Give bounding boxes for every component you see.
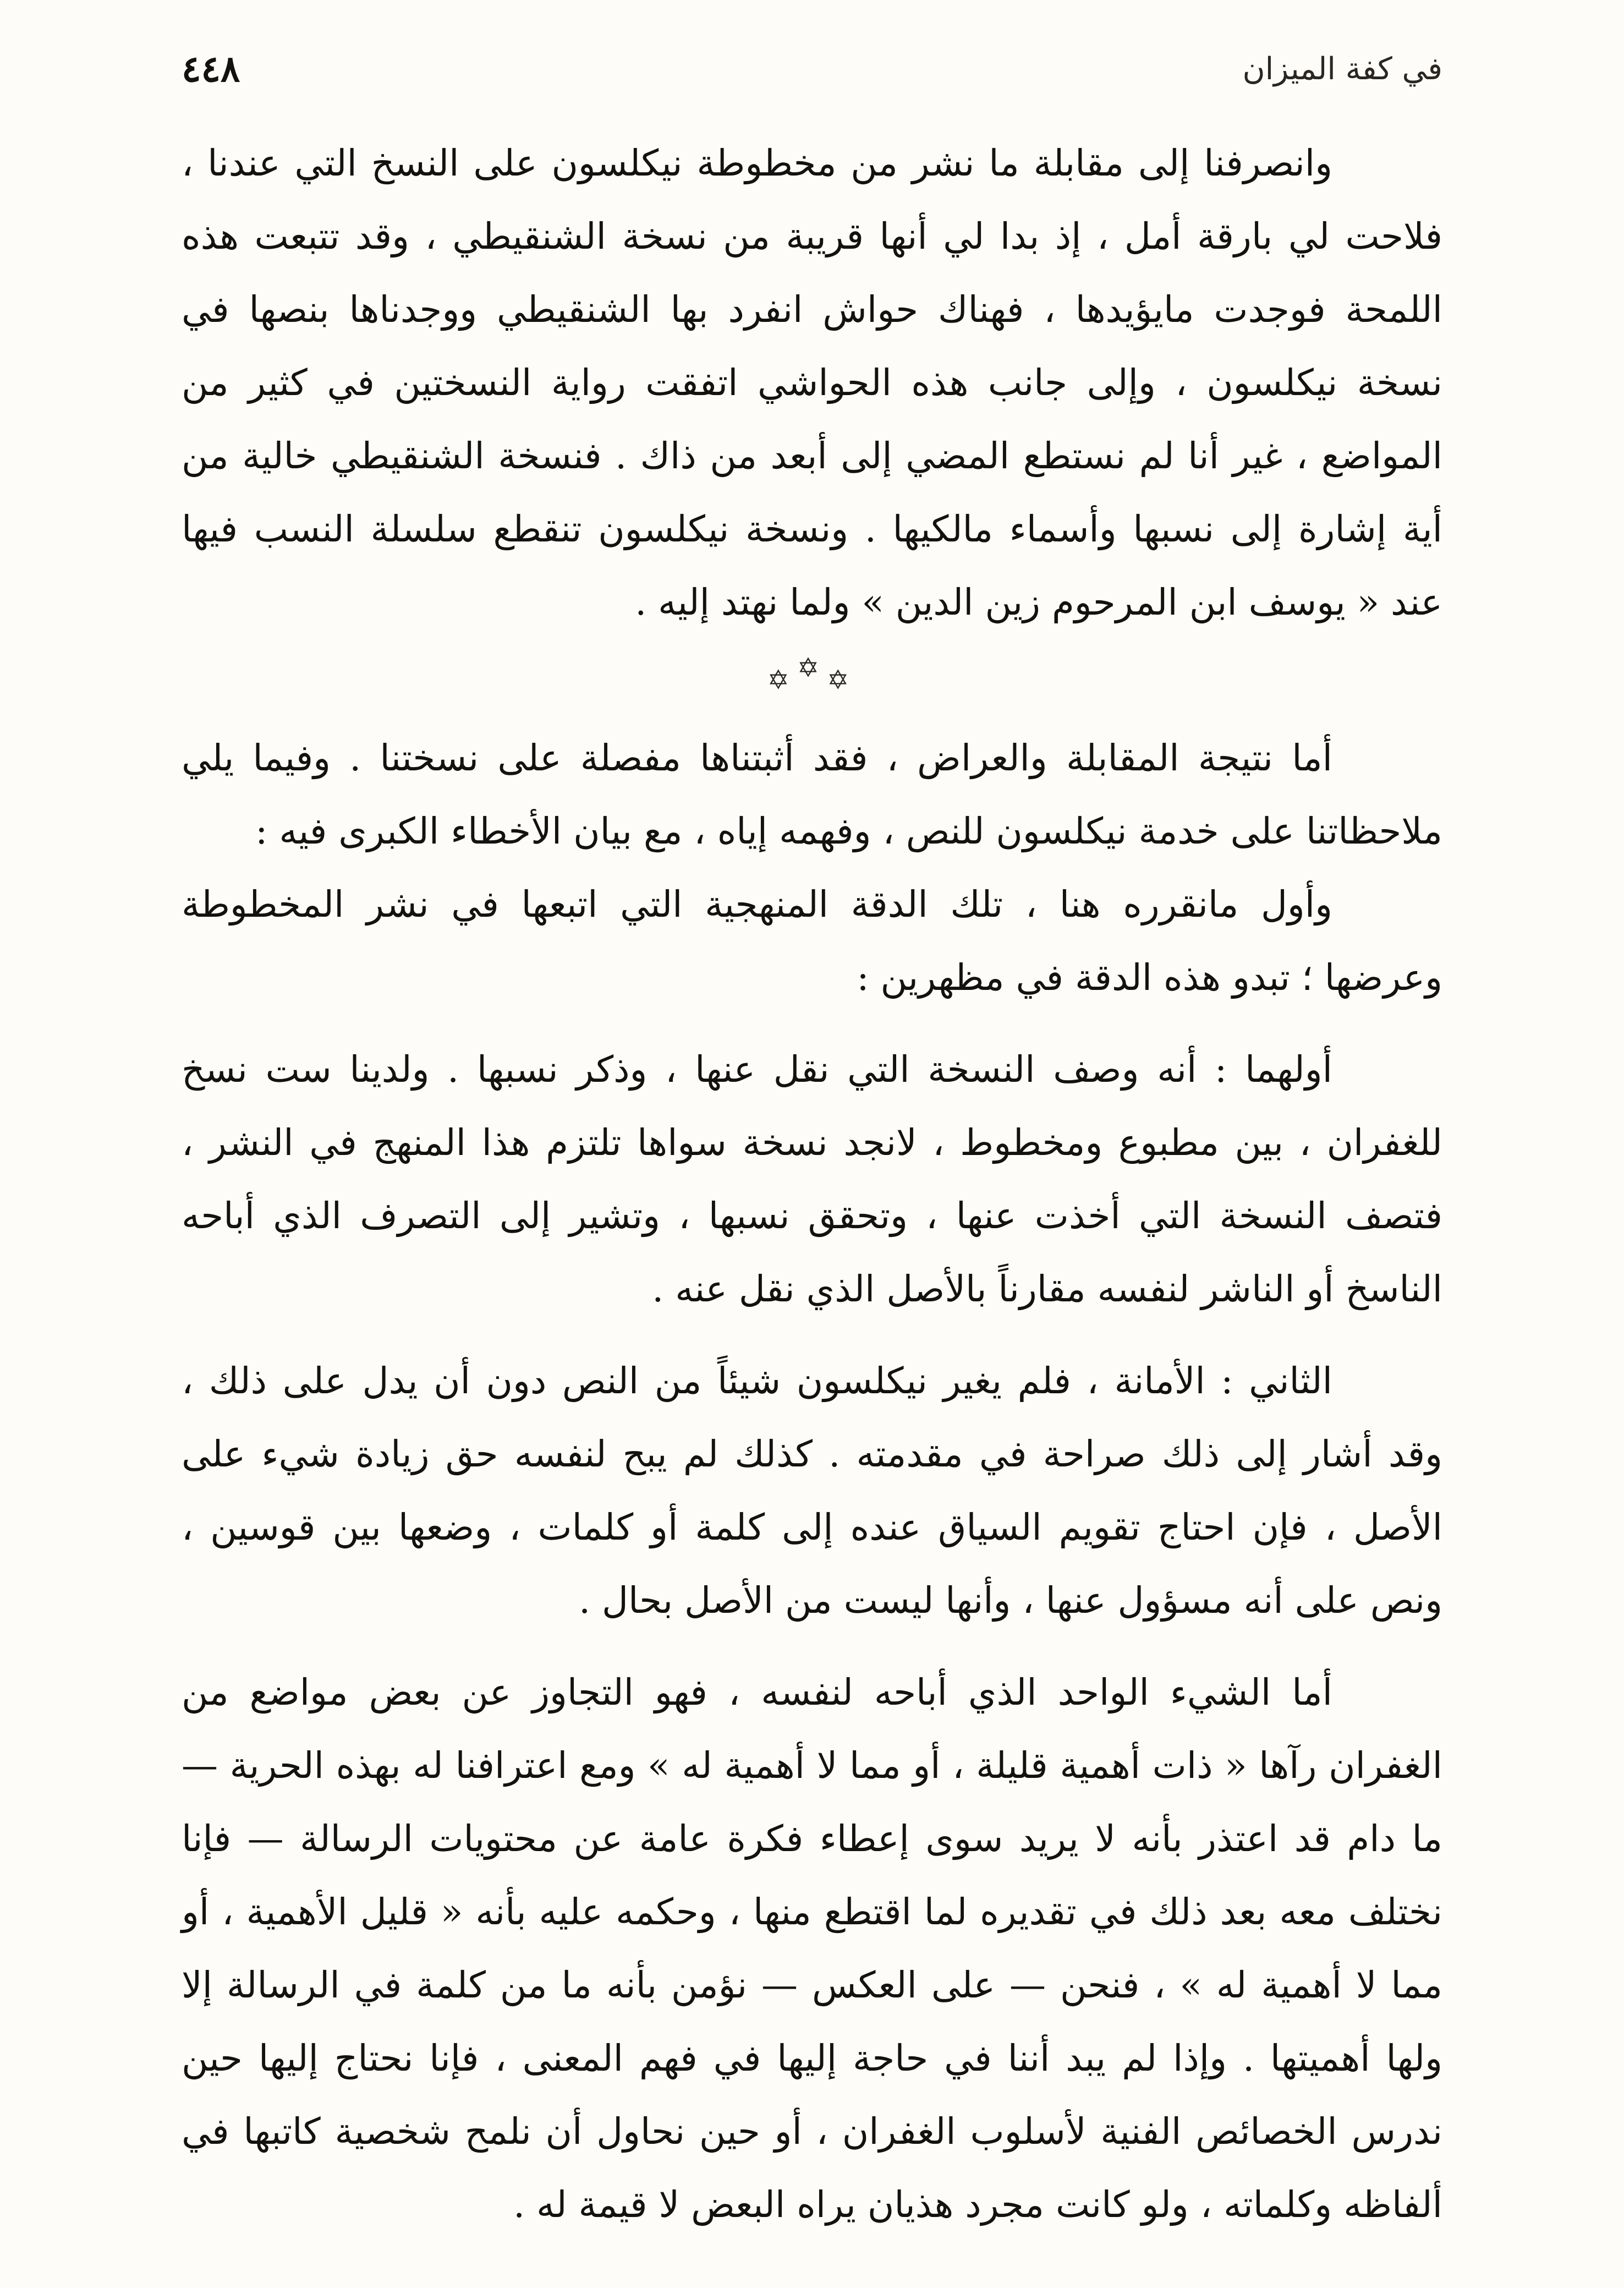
paragraph-omissions: أما الشيء الواحد الذي أباحه لنفسه ، فهو التجاوز عن بعض مواضع من الغفران رآها « ذات أهمية قليلة ، أو مما لا أهمية له » ومع اعترافنا له بهذه الحرية — ما دام قد اعتذر بأنه لا يريد سوى إعطاء فكرة عامة عن محتويات الرسالة — فإنا نختلف معه بعد ذلك في تقديره لما اقتطع منها ، وحكمه عليه بأنه « قليل الأهمية ، أو مما لا أهمية له » ، فنحن — على العكس — نؤمن بأنه ما من كلمة في الرسالة إلا ولها أهميتها . وإذا لم يبد أننا في حاجة إليها في فهم المعنى ، فإنا نحتاج إليها حين ندرس الخصائص الفنية لأسلوب الغفران ، أو حين نحاول أن نلمح شخصية كاتبها في ألفاظه وكلماته ، ولو كانت مجرد هذيان يراه البعض لا قيمة له . xyxy=(182,1671,1442,2226)
section-separator xyxy=(182,639,1442,721)
paragraph-second-aspect: الثاني : الأمانة ، فلم يغير نيكلسون شيئاً من النص دون أن يدل على ذلك ، وقد أشار إلى ذلك صراحة في مقدمته . كذلك لم يبح لنفسه حق زيادة شيء على الأصل ، فإن احتاج تقويم السياق عنده إلى كلمة أو كلمات ، وضعها بين قوسين ، ونص على أنه مسؤول عنها ، وأنها ليست من الأصل بحال . xyxy=(182,1360,1442,1622)
page-number: ٤٤٨ xyxy=(182,47,240,90)
star-ornament-icon: ✡ xyxy=(797,652,827,683)
body-text xyxy=(182,127,1442,2241)
running-header xyxy=(182,39,1442,99)
star-ornament-icon: ✡ xyxy=(767,664,797,696)
paragraph-methodical-precision: وأول مانقرره هنا ، تلك الدقة المنهجية التي اتبعها في نشر المخطوطة وعرضها ؛ تبدو هذه الدقة في مظهرين : xyxy=(182,883,1442,999)
paragraph-manuscript-comparison: وانصرفنا إلى مقابلة ما نشر من مخطوطة نيكلسون على النسخ التي عندنا ، فلاحت لي بارقة أمل ، إذ بدا لي أنها قريبة من نسخة الشنقيطي ، وقد تتبعت هذه اللمحة فوجدت مايؤيدها ، فهناك حواش انفرد بها الشنقيطي ووجدناها بنصها في نسخة نيكلسون ، وإلى جانب هذه الحواشي اتفقت رواية النسختين في كثير من المواضع ، غير أنا لم نستطع المضي إلى أبعد من ذاك . فنسخة الشنقيطي خالية من أية إشارة إلى نسبها وأسماء مالكيها . ونسخة نيكلسون تنقطع سلسلة النسب فيها عند « يوسف ابن المرحوم زين الدين » ولما نهتد إليه . xyxy=(182,142,1443,623)
paragraph-comparison-result: أما نتيجة المقابلة والعراض ، فقد أثبتناها مفصلة على نسختنا . وفيما يلي ملاحظاتنا على خدمة نيكلسون للنص ، وفهمه إياه ، مع بيان الأخطاء الكبرى فيه : xyxy=(182,737,1442,852)
paragraph-first-aspect: أولهما : أنه وصف النسخة التي نقل عنها ، وذكر نسبها . ولدينا ست نسخ للغفران ، بين مطبوع ومخطوط ، لانجد نسخة سواها تلتزم هذا المنهج في النشر ، فتصف النسخة التي أخذت عنها ، وتحقق نسبها ، وتشير إلى التصرف الذي أباحه الناسخ أو الناشر لنفسه مقارناً بالأصل الذي نقل عنه . xyxy=(182,1048,1442,1310)
running-title: في كفة الميزان xyxy=(1242,51,1442,87)
star-ornament-icon: ✡ xyxy=(827,664,857,696)
